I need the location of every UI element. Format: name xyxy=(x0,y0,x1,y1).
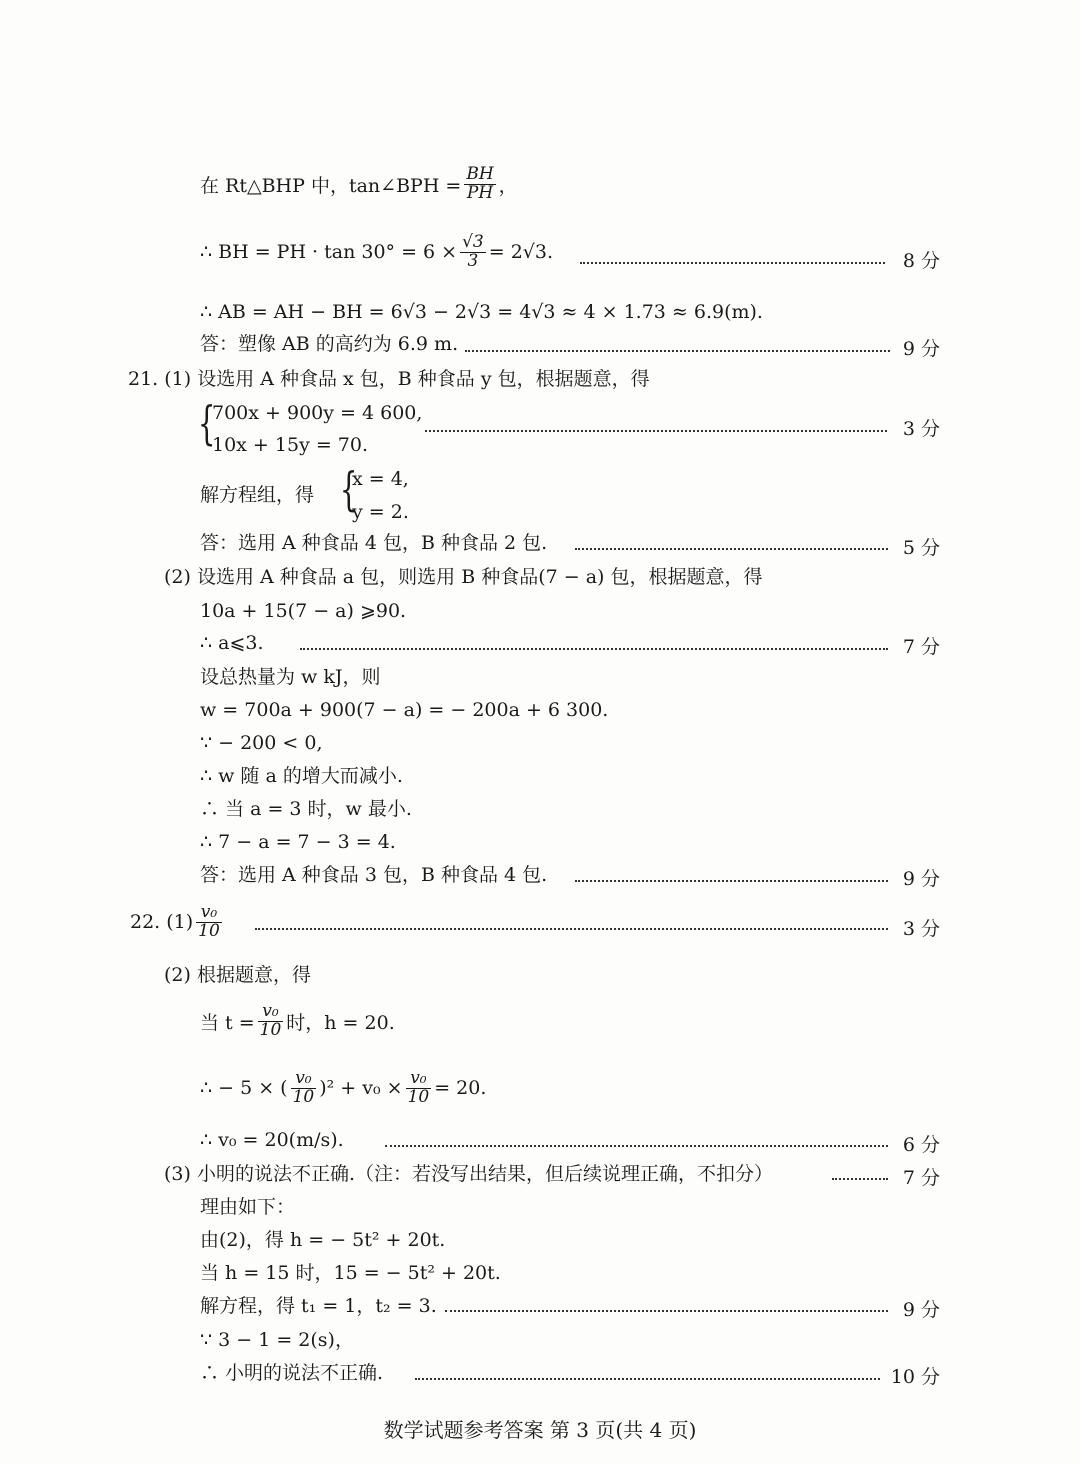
equation: 700x + 900y = 4 600, xyxy=(212,402,423,424)
text: 时，h = 20. xyxy=(286,1011,395,1034)
page-footer: 数学试题参考答案 第 3 页(共 4 页) xyxy=(383,1418,697,1442)
solution-line: ∴ 当 a = 3 时，w 最小. xyxy=(200,798,412,820)
leader-dots xyxy=(415,1378,880,1380)
fraction xyxy=(291,1070,317,1107)
fraction xyxy=(196,904,222,941)
question-21-part-1: 21. (1) 设选用 A 种食品 x 包，B 种食品 y 包，根据题意，得 xyxy=(128,368,650,390)
text: ， xyxy=(498,174,518,197)
fraction xyxy=(464,166,495,203)
score-label: 5 分 xyxy=(902,537,940,559)
leader-dots xyxy=(255,928,888,930)
numerator: v₀ xyxy=(410,1068,427,1088)
text: ∴ − 5 × ( xyxy=(200,1077,288,1100)
solution-line: ∵ − 200 < 0, xyxy=(200,732,323,754)
solution-line: 由(2)，得 h = − 5t² + 20t. xyxy=(200,1229,446,1251)
conclusion-line: ∴ 小明的说法不正确. xyxy=(200,1362,384,1384)
numerator: v₀ xyxy=(295,1068,312,1088)
question-22-part-3: (3) 小明的说法不正确.（注：若没写出结果，但后续说理正确，不扣分） xyxy=(164,1163,773,1185)
leader-dots xyxy=(575,548,888,550)
answer-line: 答：选用 A 种食品 3 包，B 种食品 4 包. xyxy=(200,864,548,886)
leader-dots xyxy=(445,1310,888,1312)
text: 22. (1) xyxy=(130,911,194,934)
solution-line: ∵ 3 − 1 = 2(s)， xyxy=(200,1329,354,1351)
solution-line xyxy=(200,234,553,271)
solution-line xyxy=(200,1003,395,1040)
equation: x = 4, xyxy=(352,468,409,490)
solution-line: ∴ AB = AH − BH = 6√3 − 2√3 = 4√3 ≈ 4 × 1.73 ≈ 6.9(m). xyxy=(200,301,763,323)
question-21-part-2: (2) 设选用 A 种食品 a 包，则选用 B 种食品(7 − a) 包，根据题意，得 xyxy=(164,566,763,588)
question-22-part-2: (2) 根据题意，得 xyxy=(164,964,311,986)
denominator: PH xyxy=(466,182,494,203)
text: ∴ BH = PH · tan 30° = 6 × xyxy=(200,241,458,264)
solution-line: ∴ w 随 a 的增大而减小. xyxy=(200,765,403,787)
text: 解方程组，得 xyxy=(200,484,315,506)
question-22-part-1 xyxy=(130,904,225,941)
denominator: 10 xyxy=(292,1086,315,1107)
denominator: 10 xyxy=(198,920,220,941)
leader-dots xyxy=(300,648,888,650)
numerator: v₀ xyxy=(200,902,218,922)
score-label: 8 分 xyxy=(902,250,940,272)
solution-line xyxy=(200,166,518,203)
solution-line xyxy=(200,1070,486,1107)
score-label: 10 分 xyxy=(890,1366,940,1388)
leader-dots xyxy=(425,430,887,432)
solution-line: 当 h = 15 时，15 = − 5t² + 20t. xyxy=(200,1262,501,1284)
left-brace: { xyxy=(339,462,358,516)
inequality: 10a + 15(7 − a) ⩾90. xyxy=(200,600,407,622)
numerator: v₀ xyxy=(262,1001,279,1021)
numerator: √3 xyxy=(462,232,484,252)
score-label: 9 分 xyxy=(902,1299,940,1321)
solution-line: ∴ v₀ = 20(m/s). xyxy=(200,1129,344,1151)
score-label: 9 分 xyxy=(902,868,940,890)
solution-line: ∴ 7 − a = 7 − 3 = 4. xyxy=(200,831,396,853)
solution-line: 解方程，得 t₁ = 1，t₂ = 3. xyxy=(200,1295,437,1317)
equation: y = 2. xyxy=(352,501,409,523)
score-label: 7 分 xyxy=(902,636,940,658)
denominator: 10 xyxy=(407,1086,430,1107)
leader-dots xyxy=(580,262,885,264)
solution-line: w = 700a + 900(7 − a) = − 200a + 6 300. xyxy=(200,699,609,721)
score-label: 3 分 xyxy=(902,918,940,940)
denominator: 10 xyxy=(259,1019,282,1040)
numerator: BH xyxy=(466,164,494,184)
score-label: 9 分 xyxy=(902,338,940,360)
answer-line: 答：选用 A 种食品 4 包，B 种食品 2 包. xyxy=(200,532,548,554)
text: )² + v₀ × xyxy=(319,1077,403,1100)
fraction xyxy=(406,1070,432,1107)
solution-line: 理由如下： xyxy=(200,1196,296,1218)
score-label: 3 分 xyxy=(902,418,940,440)
text: = 20. xyxy=(434,1077,487,1100)
left-brace: { xyxy=(197,396,216,450)
solution-line: 设总热量为 w kJ，则 xyxy=(200,666,381,688)
text: 在 Rt△BHP 中，tan∠BPH = xyxy=(200,174,462,197)
text: 当 t = xyxy=(200,1011,255,1034)
leader-dots xyxy=(385,1145,888,1147)
fraction xyxy=(258,1003,284,1040)
denominator: 3 xyxy=(467,250,479,271)
leader-dots xyxy=(465,350,890,352)
fraction xyxy=(460,234,486,271)
score-label: 6 分 xyxy=(902,1134,940,1156)
answer-line: 答：塑像 AB 的高约为 6.9 m. xyxy=(200,333,459,355)
solution-line: ∴ a⩽3. xyxy=(200,632,264,654)
leader-dots xyxy=(575,880,888,882)
leader-dots xyxy=(832,1178,888,1180)
text: = 2√3. xyxy=(488,241,554,264)
score-label: 7 分 xyxy=(902,1167,940,1189)
equation: 10x + 15y = 70. xyxy=(212,434,369,456)
